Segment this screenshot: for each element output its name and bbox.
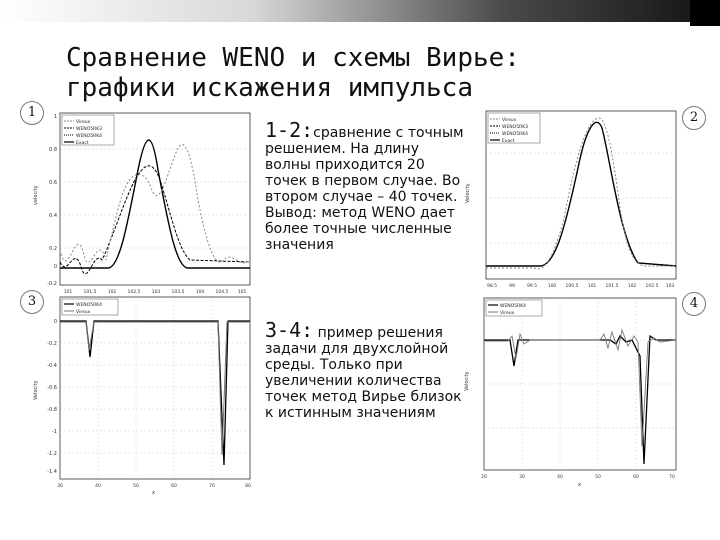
plot4-xtick: 60 (633, 475, 639, 480)
plot3-xtick: 70 (209, 484, 215, 489)
plot1-xtick: 102 (107, 290, 117, 295)
plot1-xtick: 101 (63, 290, 73, 295)
slide-number-1: 1 (20, 101, 44, 125)
plot3-xtick: 30 (57, 484, 63, 489)
plot-2 (460, 108, 682, 298)
slide-number-4: 4 (682, 292, 706, 316)
plot2-xtick: 99 (509, 284, 515, 289)
plot3-ytick: -0.6 (47, 385, 57, 391)
plot2-xtick: 101 (587, 284, 597, 289)
plot3-ytick: -0.4 (47, 363, 57, 369)
plot1-ytick: 0.8 (49, 147, 57, 153)
plot4-xlabel: x (578, 482, 581, 488)
slide-title: Сравнение WENO и схемы Вирье: графики искажения импульса (66, 43, 520, 103)
description-1-2-body: сравнение с точным решением. На длину волны приходится 20 точек в первом случае. Во втором случае – 40 точек. Вывод: метод WENO дает более точные численные значения (265, 125, 464, 253)
plot1-ytick: 0.4 (49, 213, 57, 219)
plot-3 (28, 295, 254, 497)
plot4-xtick: 50 (595, 475, 601, 480)
plot3-xtick: 80 (245, 484, 251, 489)
plot4-legend-item: Vireux (500, 311, 515, 316)
plot-1 (28, 110, 254, 302)
plot1-legend-item: Vireux (76, 120, 91, 125)
plot1-xtick: 103 (151, 290, 161, 295)
plot4-ylabel: Velocity (464, 371, 470, 391)
plot1-ytick: 1 (53, 114, 57, 120)
plot1-ytick: 0 (53, 264, 57, 270)
plot1-xtick: 105 (237, 290, 247, 295)
plot1-legend-item: WENO5RK3 (76, 127, 103, 132)
plot3-legend-item: WENO5RK4 (76, 303, 103, 308)
top-decorative-bar (0, 0, 720, 26)
plot3-xlabel: x (152, 490, 155, 496)
plot1-xtick: 103.5 (171, 290, 185, 295)
plot3-xtick: 60 (171, 484, 177, 489)
plot3-ylabel: Velocity (33, 380, 39, 400)
description-1-2-head: 1-2: (265, 118, 314, 142)
plot2-legend-item: WENO5RK4 (502, 132, 529, 137)
description-3-4-head: 3-4: (265, 318, 314, 342)
plot1-ytick: 0.6 (49, 180, 57, 186)
plot1-legend-item: WENO5RK4 (76, 134, 103, 139)
plot1-xtick: 104.5 (215, 290, 229, 295)
plot3-legend-item: Vireux (76, 310, 91, 315)
plot4-legend-item: WENO5RK4 (500, 304, 527, 309)
plot2-legend-item: WENO5RK3 (502, 125, 529, 130)
plot3-ytick: 0 (53, 319, 57, 325)
plot1-ylabel: velocity (33, 185, 39, 205)
plot2-legend-item: Exact (502, 139, 515, 144)
plot4-xtick: 30 (519, 475, 525, 480)
plot3-ytick: -1.4 (47, 469, 57, 475)
plot2-xtick: 100.5 (565, 284, 579, 289)
plot3-ytick: -0.2 (47, 341, 57, 347)
plot3-xtick: 50 (133, 484, 139, 489)
plot3-ytick: -1.2 (47, 451, 57, 457)
plot1-xtick: 102.5 (127, 290, 141, 295)
plot1-legend-item: Exact (76, 141, 89, 146)
plot2-xtick: 103 (665, 284, 675, 289)
plot1-ytick: 0.2 (49, 246, 57, 252)
plot2-ylabel: Velocity (465, 183, 471, 203)
plot4-xtick: 70 (669, 475, 675, 480)
plot2-xtick: 99.5 (526, 284, 538, 289)
plot3-ytick: -1 (52, 429, 57, 435)
slide-number-3: 3 (20, 290, 44, 314)
plot4-xtick: 20 (481, 475, 487, 480)
plot1-ytick: -0.2 (47, 281, 57, 287)
plot2-xtick: 101.5 (605, 284, 619, 289)
description-3-4-body: пример решения задачи для двухслойной среды. Только при увеличении количества точек метод Вирье близок к истинным значениям (265, 325, 462, 421)
plot2-xtick: 98.5 (486, 284, 498, 289)
plot3-xtick: 40 (95, 484, 101, 489)
description-1-2 (265, 118, 465, 253)
plot-4 (460, 296, 682, 492)
plot2-xtick: 102.5 (645, 284, 659, 289)
plot2-xtick: 102 (627, 284, 637, 289)
plot2-legend-item: Vireux (502, 118, 517, 123)
plot1-xtick: 104 (195, 290, 205, 295)
plot1-xtick: 101.5 (83, 290, 97, 295)
plot4-xtick: 40 (557, 475, 563, 480)
plot2-xtick: 100 (547, 284, 557, 289)
slide-number-2: 2 (682, 106, 706, 130)
description-3-4 (265, 318, 465, 421)
plot3-ytick: -0.8 (47, 407, 57, 413)
